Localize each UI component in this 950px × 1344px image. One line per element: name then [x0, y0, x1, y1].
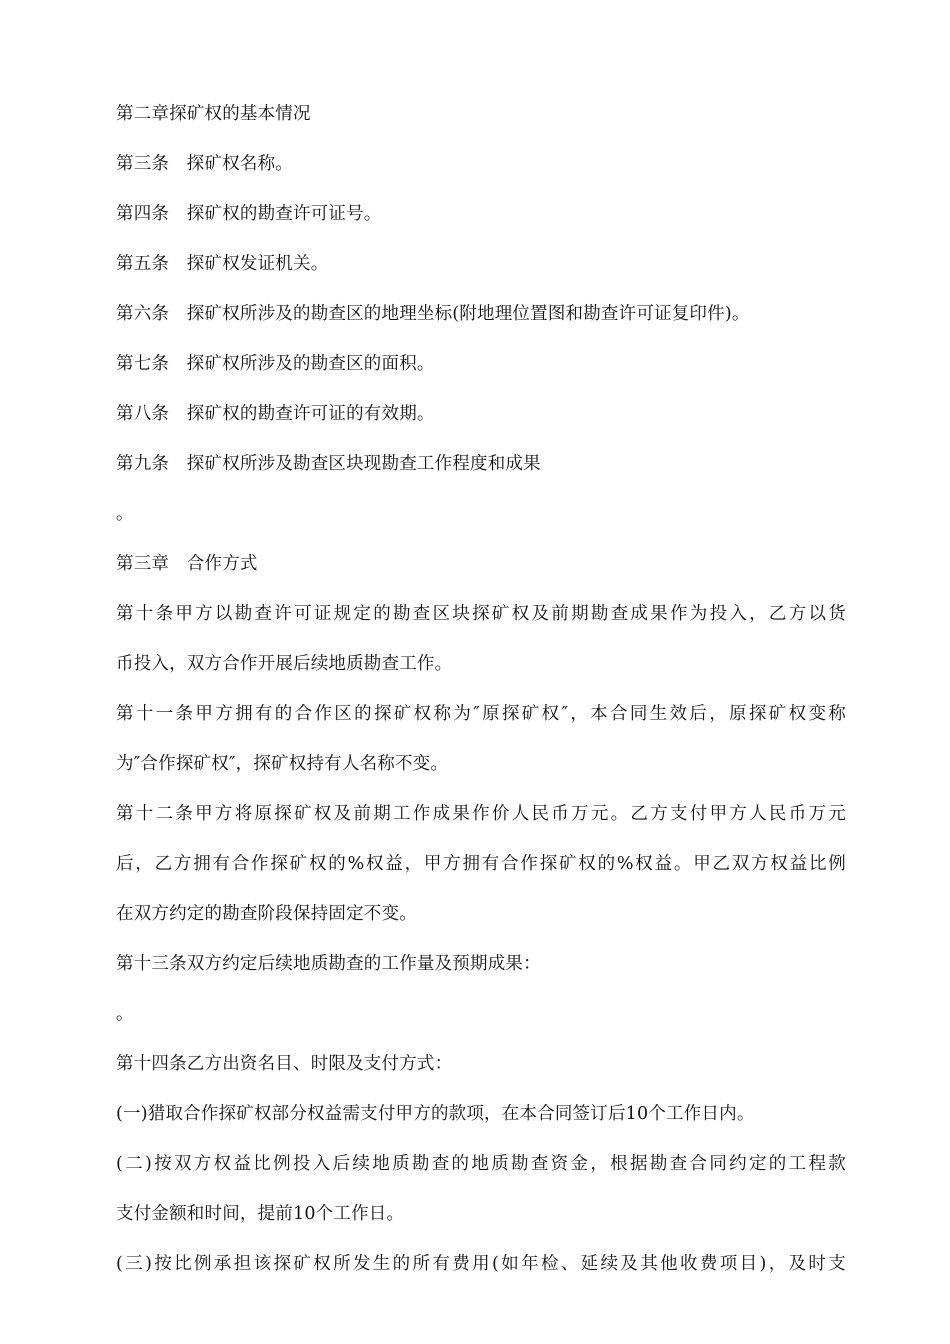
article-4: 第四条 探矿权的勘查许可证号。 — [116, 204, 382, 224]
chapter-three-heading: 第三章 合作方式 — [116, 554, 258, 574]
article-8: 第八条 探矿权的勘查许可证的有效期。 — [116, 404, 435, 424]
article-5: 第五条 探矿权发证机关。 — [116, 254, 329, 274]
article-9: 第九条 探矿权所涉及勘查区块现勘查工作程度和成果 — [116, 454, 541, 474]
article-14-item-3-line-1: (三)按比例承担该探矿权所发生的所有费用(如年检、延续及其他收费项目)，及时支 — [116, 1254, 846, 1274]
article-14-item-1: (一)猎取合作探矿权部分权益需支付甲方的款项，在本合同签订后10个工作日内。 — [116, 1104, 755, 1124]
article-12-line-1: 第十二条甲方将原探矿权及前期工作成果作价人民币万元。乙方支付甲方人民币万元 — [116, 804, 846, 824]
article-12-line-2: 后，乙方拥有合作探矿权的%权益，甲方拥有合作探矿权的%权益。甲乙双方权益比例 — [116, 854, 846, 874]
article-14-item-2-line-2: 支付金额和时间，提前10个工作日。 — [116, 1204, 405, 1224]
article-12-line-3: 在双方约定的勘查阶段保持固定不变。 — [116, 904, 417, 924]
article-3: 第三条 探矿权名称。 — [116, 154, 293, 174]
article-14: 第十四条乙方出资名目、时限及支付方式： — [116, 1054, 453, 1074]
article-6: 第六条 探矿权所涉及的勘查区的地理坐标(附地理位置图和勘查许可证复印件)。 — [116, 304, 750, 324]
article-10-line-2: 币投入，双方合作开展后续地质勘查工作。 — [116, 654, 453, 674]
article-13: 第十三条双方约定后续地质勘查的工作量及预期成果： — [116, 954, 541, 974]
article-10-line-1: 第十条甲方以勘查许可证规定的勘查区块探矿权及前期勘查成果作为投入，乙方以货 — [116, 604, 846, 624]
article-11-line-1: 第十一条甲方拥有的合作区的探矿权称为″原探矿权″，本合同生效后，原探矿权变称 — [116, 704, 846, 724]
article-9-end: 。 — [116, 504, 134, 524]
chapter-two-heading: 第二章探矿权的基本情况 — [116, 104, 311, 124]
article-14-item-2-line-1: (二)按双方权益比例投入后续地质勘查的地质勘查资金，根据勘查合同约定的工程款 — [116, 1154, 846, 1174]
article-11-line-2: 为″合作探矿权″，探矿权持有人名称不变。 — [116, 754, 449, 774]
article-13-end: 。 — [116, 1004, 134, 1024]
article-7: 第七条 探矿权所涉及的勘查区的面积。 — [116, 354, 435, 374]
